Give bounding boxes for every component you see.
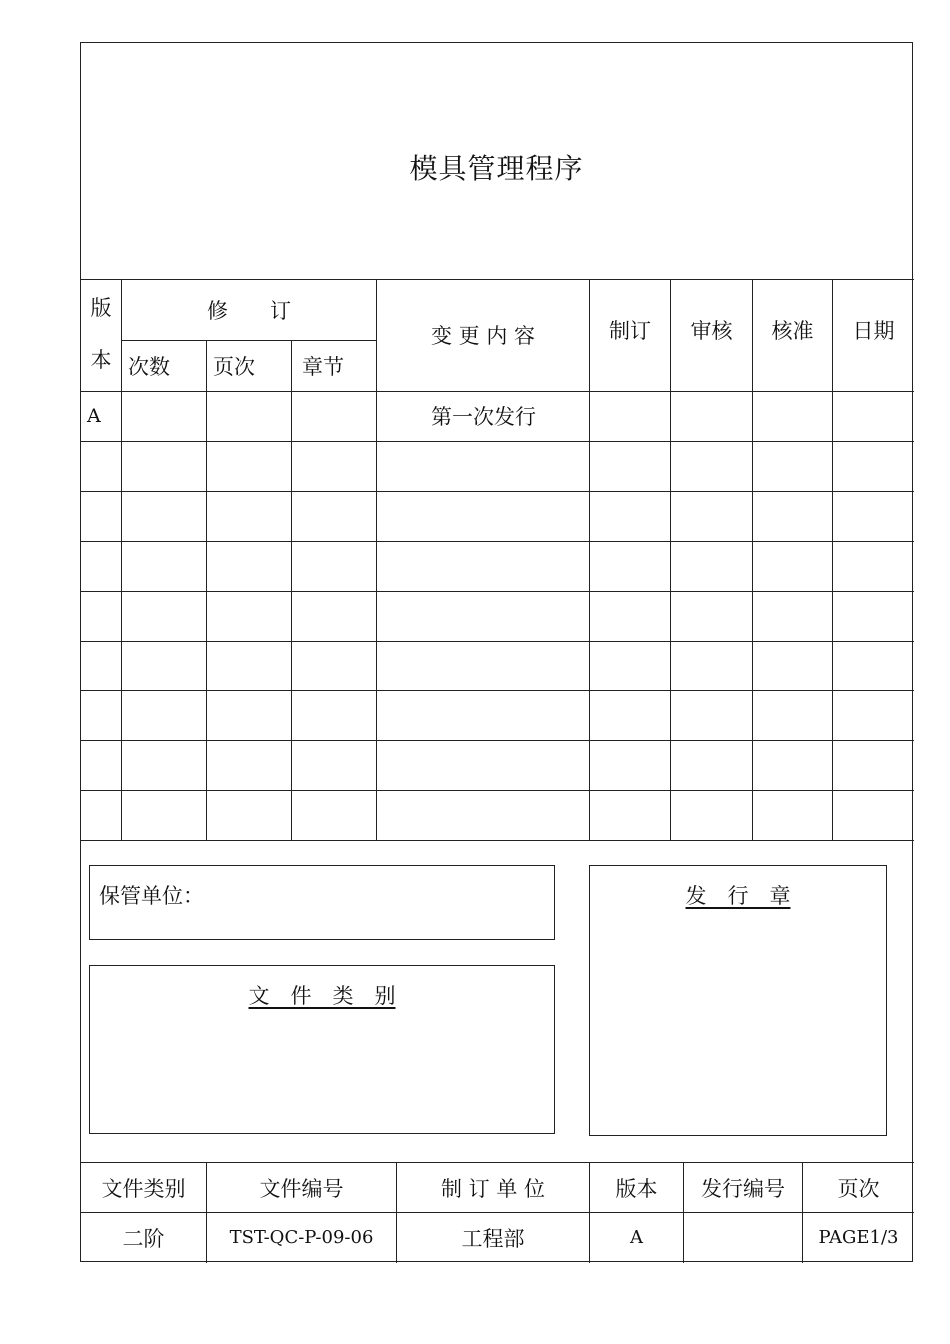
table-cell: [671, 391, 753, 441]
table-cell: [81, 591, 122, 641]
table-cell: [590, 690, 671, 740]
custody-label: 保管单位：: [99, 884, 204, 908]
header-rev-count: 次数: [128, 355, 170, 379]
table-cell: [377, 790, 590, 840]
document-frame: [80, 42, 913, 1262]
table-cell: [377, 491, 590, 541]
table-cell: [122, 641, 207, 691]
footer-header-issue-number: 发行编号: [701, 1176, 785, 1201]
table-cell: [122, 690, 207, 740]
footer-value-page: PAGE1/3: [818, 1227, 899, 1248]
table-cell: [833, 541, 914, 591]
table-cell: [122, 591, 207, 641]
table-cell: [292, 740, 377, 790]
table-cell: [590, 740, 671, 790]
table-cell: [590, 641, 671, 691]
table-cell: [292, 491, 377, 541]
footer-value-prepared-unit: 工程部: [461, 1226, 525, 1251]
header-change-content: 变 更 内 容: [430, 324, 536, 348]
table-cell: [122, 541, 207, 591]
footer-value-version: A: [630, 1227, 643, 1248]
table-cell: A: [87, 405, 101, 427]
table-cell: [207, 790, 292, 840]
table-cell: [292, 391, 377, 441]
table-cell: [753, 690, 833, 740]
footer-header-doc-category: 文件类别: [101, 1176, 186, 1201]
table-cell: [833, 790, 914, 840]
footer-header-page: 页次: [837, 1176, 880, 1201]
table-cell: [590, 491, 671, 541]
table-cell: [833, 441, 914, 491]
table-cell: [292, 790, 377, 840]
table-cell: [671, 790, 753, 840]
table-cell: 第一次发行: [431, 405, 536, 429]
table-cell: [207, 441, 292, 491]
table-cell: [671, 441, 753, 491]
table-cell: [753, 641, 833, 691]
table-cell: [671, 541, 753, 591]
header-prepared: 制订: [609, 319, 651, 343]
table-cell: [81, 790, 122, 840]
footer-value-doc-number: TST-QC-P-09-06: [229, 1227, 374, 1248]
table-cell: [207, 491, 292, 541]
table-cell: [671, 740, 753, 790]
header-rev-section: 章节: [302, 355, 344, 379]
custody-box: [89, 865, 555, 940]
table-cell: [590, 591, 671, 641]
table-cell: [292, 690, 377, 740]
table-cell: [207, 740, 292, 790]
footer-header-version: 版本: [615, 1176, 658, 1201]
table-cell: [122, 491, 207, 541]
table-cell: [590, 790, 671, 840]
header-version-bottom: 本: [90, 348, 112, 372]
footer-header-doc-number: 文件编号: [259, 1176, 344, 1201]
table-cell: [292, 441, 377, 491]
table-cell: [122, 740, 207, 790]
table-cell: [122, 790, 207, 840]
table-cell: [81, 690, 122, 740]
table-cell: [590, 441, 671, 491]
table-cell: [753, 491, 833, 541]
table-cell: [207, 641, 292, 691]
issue-stamp-title: 发 行 章: [685, 884, 791, 908]
table-cell: [833, 591, 914, 641]
table-cell: [833, 740, 914, 790]
table-cell: [671, 690, 753, 740]
table-cell: [207, 591, 292, 641]
table-cell: [671, 641, 753, 691]
table-cell: [590, 391, 671, 441]
footer-value-issue-number: [684, 1213, 802, 1262]
document-title: 模具管理程序: [409, 152, 584, 185]
header-approved: 核准: [771, 319, 814, 343]
header-date: 日期: [852, 319, 895, 343]
table-bottom-rule: [81, 840, 914, 841]
table-cell: [122, 441, 207, 491]
table-cell: [207, 391, 292, 441]
table-cell: [590, 541, 671, 591]
table-cell: [377, 690, 590, 740]
table-cell: [81, 541, 122, 591]
table-cell: [292, 591, 377, 641]
table-cell: [833, 491, 914, 541]
table-cell: [753, 391, 833, 441]
header-reviewed: 审核: [690, 319, 733, 343]
table-cell: [81, 491, 122, 541]
header-revision: 修 订: [207, 298, 291, 323]
table-cell: [122, 391, 207, 441]
document-category-box: [89, 965, 555, 1134]
footer-header-prepared-unit: 制 订 单 位: [440, 1176, 546, 1201]
table-cell: [753, 790, 833, 840]
table-cell: [207, 690, 292, 740]
table-cell: [81, 740, 122, 790]
table-cell: [377, 541, 590, 591]
table-cell: [671, 591, 753, 641]
table-cell: [292, 541, 377, 591]
table-cell: [753, 541, 833, 591]
header-rev-page: 页次: [213, 355, 255, 379]
footer-value-doc-category: 二阶: [122, 1226, 165, 1251]
table-cell: [81, 641, 122, 691]
document-category-title: 文 件 类 别: [248, 984, 396, 1008]
table-cell: [833, 391, 914, 441]
table-cell: [833, 690, 914, 740]
table-cell: [377, 591, 590, 641]
header-version-top: 版: [90, 296, 112, 320]
table-cell: [207, 541, 292, 591]
table-cell: [292, 641, 377, 691]
table-cell: [753, 441, 833, 491]
table-cell: [671, 491, 753, 541]
table-cell: [377, 441, 590, 491]
table-cell: [833, 641, 914, 691]
issue-stamp-box: [589, 865, 887, 1136]
table-cell: [81, 441, 122, 491]
table-cell: [377, 740, 590, 790]
table-cell: [753, 740, 833, 790]
table-cell: [377, 641, 590, 691]
table-cell: [753, 591, 833, 641]
